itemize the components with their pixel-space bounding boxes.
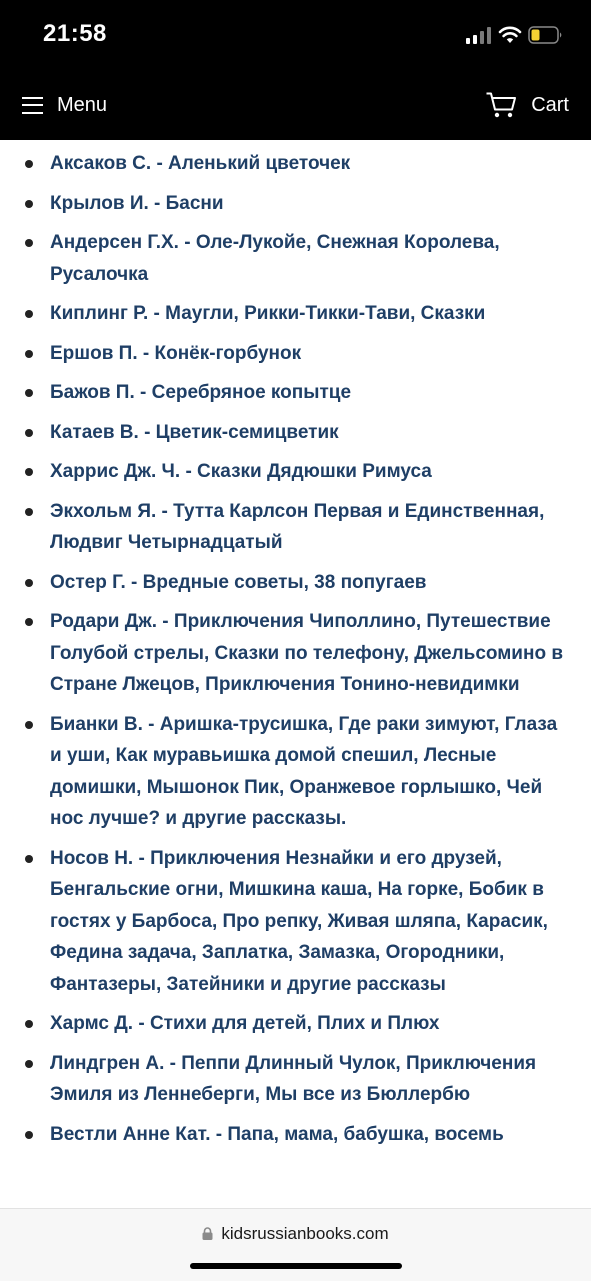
home-indicator[interactable] bbox=[190, 1263, 402, 1269]
shopping-cart-icon bbox=[485, 91, 517, 119]
list-item: Бажов П. - Серебряное копытце bbox=[50, 377, 571, 409]
list-item: Аксаков С. - Аленький цветочек bbox=[50, 148, 571, 180]
list-item: Линдгрен А. - Пеппи Длинный Чулок, Приключения Эмиля из Леннеберги, Мы все из Бюллербю bbox=[50, 1048, 571, 1111]
list-item: Крылов И. - Басни bbox=[50, 188, 571, 220]
battery-icon bbox=[528, 25, 563, 45]
list-item: Киплинг Р. - Маугли, Рикки-Тикки-Тави, Сказки bbox=[50, 298, 571, 330]
menu-button[interactable] bbox=[22, 91, 107, 119]
url-text: kidsrussianbooks.com bbox=[221, 1224, 389, 1243]
hamburger-menu-icon bbox=[22, 97, 43, 114]
list-item: Остер Г. - Вредные советы, 38 попугаев bbox=[50, 567, 571, 599]
lock-icon bbox=[202, 1227, 213, 1240]
list-item: Ершов П. - Конёк-горбунок bbox=[50, 338, 571, 370]
list-item: Катаев В. - Цветик-семицветик bbox=[50, 417, 571, 449]
book-list bbox=[0, 140, 591, 1150]
address-display[interactable] bbox=[0, 1224, 591, 1244]
cart-button[interactable] bbox=[485, 90, 569, 120]
browser-address-bar[interactable] bbox=[0, 1208, 591, 1281]
list-item: Хармс Д. - Стихи для детей, Плих и Плюх bbox=[50, 1008, 571, 1040]
wifi-icon bbox=[498, 24, 522, 44]
list-item: Вестли Анне Кат. - Папа, мама, бабушка, восемь bbox=[50, 1119, 571, 1151]
status-bar bbox=[0, 0, 591, 70]
list-item: Андерсен Г.Х. - Оле-Лукойе, Снежная Королева, Русалочка bbox=[50, 227, 571, 290]
menu-label: Menu bbox=[57, 93, 108, 116]
list-item: Носов Н. - Приключения Незнайки и его друзей, Бенгальские огни, Мишкина каша, На горке, Бобик в гостях у Барбоса, Про репку, Живая шляпа, Карасик, Федина задача, Заплатка, Замазка, Огородники, Фантазеры, Затейники и другие рассказы bbox=[50, 843, 571, 1001]
list-item: Бианки В. - Аришка-трусишка, Где раки зимуют, Глаза и уши, Как муравьишка домой спешил, Лесные домишки, Мышонок Пик, Оранжевое горлышко, Чей нос лучше? и другие рассказы. bbox=[50, 709, 571, 835]
list-item: Харрис Дж. Ч. - Сказки Дядюшки Римуса bbox=[50, 456, 571, 488]
list-item: Родари Дж. - Приключения Чиполлино, Путешествие Голубой стрелы, Сказки по телефону, Джельсомино в Стране Лжецов, Приключения Тонино-невидимки bbox=[50, 606, 571, 701]
status-time: 21:58 bbox=[43, 20, 107, 47]
list-item: Экхольм Я. - Тутта Карлсон Первая и Единственная, Людвиг Четырнадцатый bbox=[50, 496, 571, 559]
page-content bbox=[0, 140, 591, 1208]
cellular-signal-icon bbox=[466, 27, 492, 44]
site-header bbox=[0, 70, 591, 140]
cart-label: Cart bbox=[531, 93, 569, 116]
